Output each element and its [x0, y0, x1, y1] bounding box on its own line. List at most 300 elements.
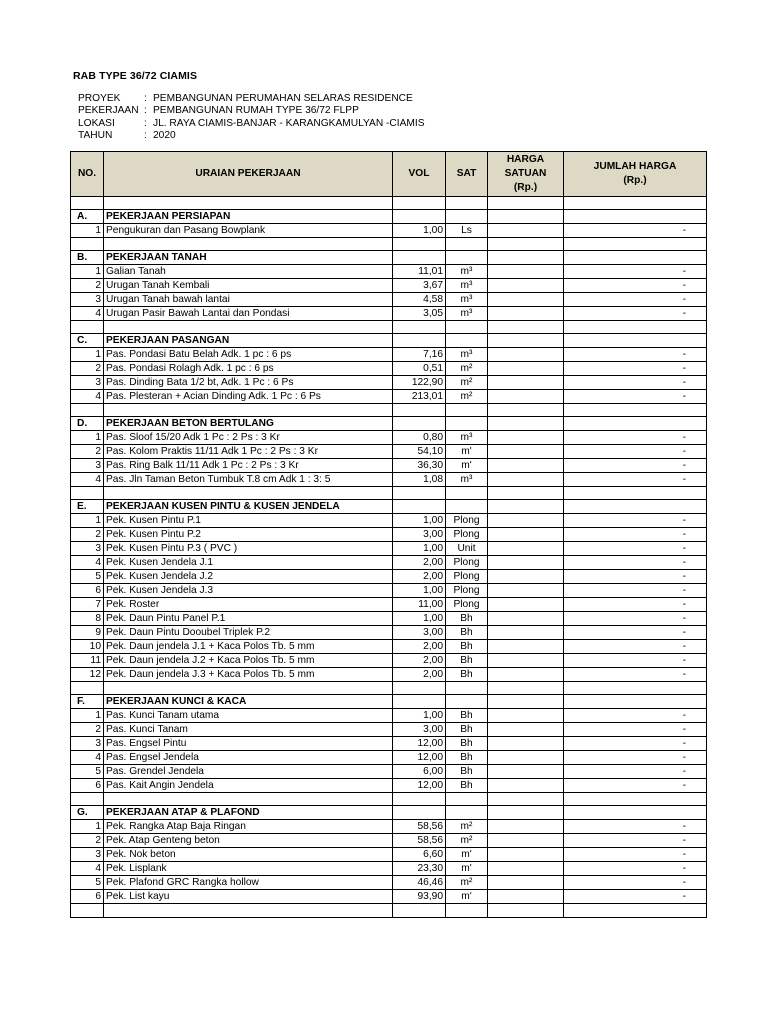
item-unit: m²	[446, 820, 488, 834]
section-header-row	[71, 417, 707, 431]
item-volume: 3,00	[393, 723, 446, 737]
item-unit-price	[488, 862, 564, 876]
item-unit: Plong	[446, 584, 488, 598]
item-description: Pas. Kunci Tanam utama	[104, 709, 393, 723]
item-number: 3	[71, 293, 104, 307]
table-row	[71, 751, 707, 765]
empty-cell	[393, 238, 446, 251]
item-volume: 2,00	[393, 556, 446, 570]
item-number: 5	[71, 876, 104, 890]
item-number: 2	[71, 834, 104, 848]
item-description: Pek. Atap Genteng beton	[104, 834, 393, 848]
item-unit-price	[488, 668, 564, 682]
project-meta	[78, 93, 425, 143]
item-volume: 1,08	[393, 473, 446, 487]
item-unit: Bh	[446, 640, 488, 654]
item-description: Pek. Kusen Pintu P.3 ( PVC )	[104, 542, 393, 556]
item-unit: m'	[446, 459, 488, 473]
empty-cell	[564, 321, 707, 334]
item-total-price: -	[564, 224, 707, 238]
item-unit-price	[488, 307, 564, 321]
item-unit-price	[488, 598, 564, 612]
table-row	[71, 640, 707, 654]
item-description: Pas. Grendel Jendela	[104, 765, 393, 779]
meta-row-proyek	[78, 93, 425, 105]
empty-cell	[393, 417, 446, 431]
empty-cell	[393, 321, 446, 334]
empty-cell	[488, 695, 564, 709]
empty-cell	[71, 793, 104, 806]
table-row	[71, 459, 707, 473]
item-description: Pek. Daun jendela J.1 + Kaca Polos Tb. 5 mm	[104, 640, 393, 654]
item-unit-price	[488, 390, 564, 404]
empty-cell	[564, 404, 707, 417]
item-unit-price	[488, 834, 564, 848]
item-total-price: -	[564, 528, 707, 542]
section-header-row	[71, 334, 707, 348]
item-description: Pek. Kusen Pintu P.1	[104, 514, 393, 528]
item-number: 1	[71, 224, 104, 238]
header-no: NO.	[71, 152, 104, 197]
item-unit-price	[488, 876, 564, 890]
item-unit: m³	[446, 473, 488, 487]
item-description: Pas. Engsel Pintu	[104, 737, 393, 751]
table-row	[71, 556, 707, 570]
empty-cell	[71, 321, 104, 334]
item-description: Pek. List kayu	[104, 890, 393, 904]
item-volume: 23,30	[393, 862, 446, 876]
empty-cell	[446, 500, 488, 514]
section-title: PEKERJAAN KUNCI & KACA	[104, 695, 393, 709]
item-unit: m²	[446, 376, 488, 390]
meta-row-pekerjaan	[78, 105, 425, 117]
table-row	[71, 390, 707, 404]
item-number: 7	[71, 598, 104, 612]
item-unit: Plong	[446, 514, 488, 528]
meta-value: 2020	[153, 130, 176, 142]
empty-cell	[488, 500, 564, 514]
item-volume: 4,58	[393, 293, 446, 307]
item-volume: 1,00	[393, 514, 446, 528]
item-total-price: -	[564, 570, 707, 584]
spacer-row	[71, 404, 707, 417]
empty-cell	[564, 487, 707, 500]
section-code: C.	[71, 334, 104, 348]
item-total-price: -	[564, 265, 707, 279]
table-row	[71, 834, 707, 848]
empty-cell	[488, 487, 564, 500]
header-harga-line: HARGA	[506, 154, 545, 165]
item-unit: Bh	[446, 654, 488, 668]
item-number: 9	[71, 626, 104, 640]
item-number: 4	[71, 862, 104, 876]
empty-cell	[446, 238, 488, 251]
item-number: 4	[71, 473, 104, 487]
section-code: D.	[71, 417, 104, 431]
empty-cell	[104, 404, 393, 417]
item-number: 3	[71, 542, 104, 556]
item-total-price: -	[564, 654, 707, 668]
item-number: 3	[71, 459, 104, 473]
item-total-price: -	[564, 279, 707, 293]
item-unit: Plong	[446, 556, 488, 570]
item-volume: 12,00	[393, 779, 446, 793]
table-row	[71, 279, 707, 293]
item-number: 4	[71, 751, 104, 765]
item-total-price: -	[564, 307, 707, 321]
meta-value: PEMBANGUNAN RUMAH TYPE 36/72 FLPP	[153, 105, 359, 117]
empty-cell	[446, 806, 488, 820]
item-unit-price	[488, 848, 564, 862]
section-header-row	[71, 210, 707, 224]
section-title: PEKERJAAN BETON BERTULANG	[104, 417, 393, 431]
item-unit: Bh	[446, 709, 488, 723]
empty-cell	[104, 321, 393, 334]
section-code: B.	[71, 251, 104, 265]
empty-cell	[393, 404, 446, 417]
header-harga-satuan	[488, 152, 564, 197]
item-volume: 11,00	[393, 598, 446, 612]
empty-cell	[104, 682, 393, 695]
item-total-price: -	[564, 473, 707, 487]
item-unit: m'	[446, 862, 488, 876]
item-unit-price	[488, 737, 564, 751]
section-code: G.	[71, 806, 104, 820]
empty-cell	[104, 793, 393, 806]
section-header-row	[71, 251, 707, 265]
item-number: 3	[71, 848, 104, 862]
item-total-price: -	[564, 514, 707, 528]
item-description: Pas. Ring Balk 11/11 Adk 1 Pc : 2 Ps : 3 Kr	[104, 459, 393, 473]
empty-cell	[446, 487, 488, 500]
item-description: Pas. Kolom Praktis 11/11 Adk 1 Pc : 2 Ps : 3 Kr	[104, 445, 393, 459]
table-row	[71, 570, 707, 584]
item-unit: Plong	[446, 598, 488, 612]
item-unit-price	[488, 265, 564, 279]
meta-key: TAHUN	[78, 130, 113, 142]
section-title: PEKERJAAN TANAH	[104, 251, 393, 265]
item-volume: 6,00	[393, 765, 446, 779]
item-description: Pek. Daun jendela J.3 + Kaca Polos Tb. 5 mm	[104, 668, 393, 682]
spacer-row	[71, 793, 707, 806]
item-description: Pek. Rangka Atap Baja Ringan	[104, 820, 393, 834]
item-number: 3	[71, 737, 104, 751]
item-unit-price	[488, 751, 564, 765]
item-description: Pek. Kusen Jendela J.1	[104, 556, 393, 570]
empty-cell	[564, 251, 707, 265]
item-unit-price	[488, 584, 564, 598]
rab-table	[70, 151, 707, 918]
item-volume: 2,00	[393, 640, 446, 654]
item-unit: m³	[446, 279, 488, 293]
section-code: A.	[71, 210, 104, 224]
table-row	[71, 473, 707, 487]
meta-value: JL. RAYA CIAMIS-BANJAR - KARANGKAMULYAN -CIAMIS	[153, 117, 425, 129]
table-row	[71, 654, 707, 668]
empty-cell	[393, 806, 446, 820]
empty-cell	[71, 197, 104, 210]
header-harga-line: (Rp.)	[513, 182, 538, 193]
item-total-price: -	[564, 612, 707, 626]
document-title: RAB TYPE 36/72 CIAMIS	[73, 70, 198, 82]
empty-cell	[393, 682, 446, 695]
item-volume: 2,00	[393, 570, 446, 584]
item-volume: 54,10	[393, 445, 446, 459]
item-description: Urugan Tanah bawah lantai	[104, 293, 393, 307]
spacer-row	[71, 487, 707, 500]
item-total-price: -	[564, 445, 707, 459]
item-total-price: -	[564, 348, 707, 362]
item-unit: Bh	[446, 723, 488, 737]
section-title: PEKERJAAN KUSEN PINTU & KUSEN JENDELA	[104, 500, 393, 514]
table-body	[71, 197, 707, 918]
empty-cell	[488, 238, 564, 251]
empty-cell	[446, 334, 488, 348]
header-sat: SAT	[446, 152, 488, 197]
empty-cell	[446, 417, 488, 431]
item-description: Pas. Pondasi Batu Belah Adk. 1 pc : 6 ps	[104, 348, 393, 362]
item-description: Pas. Dinding Bata 1/2 bt, Adk. 1 Pc : 6 Ps	[104, 376, 393, 390]
item-number: 11	[71, 654, 104, 668]
item-unit-price	[488, 348, 564, 362]
section-code: F.	[71, 695, 104, 709]
item-volume: 1,00	[393, 584, 446, 598]
item-total-price: -	[564, 876, 707, 890]
meta-row-lokasi	[78, 118, 425, 130]
item-volume: 36,30	[393, 459, 446, 473]
item-unit-price	[488, 293, 564, 307]
table-row	[71, 431, 707, 445]
empty-cell	[446, 904, 488, 918]
empty-cell	[564, 806, 707, 820]
item-total-price: -	[564, 431, 707, 445]
item-unit: m³	[446, 265, 488, 279]
empty-cell	[564, 682, 707, 695]
item-number: 2	[71, 279, 104, 293]
item-volume: 2,00	[393, 668, 446, 682]
item-unit: Bh	[446, 612, 488, 626]
item-unit: Bh	[446, 668, 488, 682]
item-number: 1	[71, 709, 104, 723]
spacer-row	[71, 904, 707, 918]
item-volume: 3,00	[393, 626, 446, 640]
item-volume: 213,01	[393, 390, 446, 404]
item-description: Galian Tanah	[104, 265, 393, 279]
item-unit: Bh	[446, 765, 488, 779]
spacer-row	[71, 321, 707, 334]
item-total-price: -	[564, 598, 707, 612]
item-number: 2	[71, 445, 104, 459]
item-unit-price	[488, 765, 564, 779]
item-total-price: -	[564, 834, 707, 848]
table-row	[71, 265, 707, 279]
item-description: Pas. Pondasi Rolagh Adk. 1 pc : 6 ps	[104, 362, 393, 376]
item-total-price: -	[564, 584, 707, 598]
item-unit-price	[488, 626, 564, 640]
item-unit: m²	[446, 362, 488, 376]
item-total-price: -	[564, 751, 707, 765]
section-code: E.	[71, 500, 104, 514]
table-row	[71, 848, 707, 862]
item-volume: 58,56	[393, 820, 446, 834]
item-unit-price	[488, 542, 564, 556]
empty-cell	[488, 806, 564, 820]
item-unit: m³	[446, 307, 488, 321]
section-header-row	[71, 695, 707, 709]
table-row	[71, 528, 707, 542]
table-row	[71, 445, 707, 459]
item-total-price: -	[564, 362, 707, 376]
item-unit: Ls	[446, 224, 488, 238]
item-unit-price	[488, 279, 564, 293]
empty-cell	[564, 210, 707, 224]
item-volume: 12,00	[393, 737, 446, 751]
empty-cell	[446, 210, 488, 224]
item-volume: 3,05	[393, 307, 446, 321]
item-number: 1	[71, 348, 104, 362]
table-row	[71, 890, 707, 904]
empty-cell	[564, 417, 707, 431]
empty-cell	[488, 682, 564, 695]
item-description: Pek. Daun jendela J.2 + Kaca Polos Tb. 5 mm	[104, 654, 393, 668]
item-description: Pas. Kait Angin Jendela	[104, 779, 393, 793]
item-unit: m³	[446, 293, 488, 307]
item-number: 2	[71, 528, 104, 542]
table-row	[71, 348, 707, 362]
table-row	[71, 598, 707, 612]
item-number: 4	[71, 307, 104, 321]
table-row	[71, 542, 707, 556]
item-volume: 93,90	[393, 890, 446, 904]
table-row	[71, 779, 707, 793]
table-row	[71, 737, 707, 751]
empty-cell	[564, 695, 707, 709]
item-volume: 1,00	[393, 709, 446, 723]
item-total-price: -	[564, 556, 707, 570]
item-description: Pek. Daun Pintu Panel P.1	[104, 612, 393, 626]
item-unit-price	[488, 612, 564, 626]
empty-cell	[446, 404, 488, 417]
empty-cell	[488, 404, 564, 417]
empty-cell	[393, 695, 446, 709]
table-row	[71, 723, 707, 737]
item-volume: 1,00	[393, 542, 446, 556]
item-volume: 3,00	[393, 528, 446, 542]
section-title: PEKERJAAN PERSIAPAN	[104, 210, 393, 224]
item-total-price: -	[564, 848, 707, 862]
item-description: Pek. Kusen Pintu P.2	[104, 528, 393, 542]
item-number: 4	[71, 390, 104, 404]
item-unit-price	[488, 528, 564, 542]
item-unit-price	[488, 779, 564, 793]
item-description: Pas. Jln Taman Beton Tumbuk T.8 cm Adk 1 : 3: 5	[104, 473, 393, 487]
empty-cell	[393, 793, 446, 806]
empty-cell	[446, 695, 488, 709]
empty-cell	[393, 500, 446, 514]
table-row	[71, 307, 707, 321]
empty-cell	[488, 321, 564, 334]
item-number: 5	[71, 570, 104, 584]
item-unit: Bh	[446, 626, 488, 640]
item-total-price: -	[564, 542, 707, 556]
item-unit-price	[488, 376, 564, 390]
item-unit: Bh	[446, 779, 488, 793]
table-header-row	[71, 152, 707, 197]
item-volume: 0,80	[393, 431, 446, 445]
item-unit-price	[488, 473, 564, 487]
meta-key: PEKERJAAN	[78, 105, 139, 117]
empty-cell	[71, 904, 104, 918]
empty-cell	[71, 682, 104, 695]
item-unit-price	[488, 890, 564, 904]
meta-row-tahun	[78, 130, 425, 142]
empty-cell	[446, 321, 488, 334]
item-volume: 1,00	[393, 612, 446, 626]
item-unit-price	[488, 709, 564, 723]
empty-cell	[393, 251, 446, 265]
item-total-price: -	[564, 890, 707, 904]
item-total-price: -	[564, 376, 707, 390]
item-volume: 1,00	[393, 224, 446, 238]
item-total-price: -	[564, 293, 707, 307]
table-row	[71, 668, 707, 682]
item-unit-price	[488, 654, 564, 668]
section-header-row	[71, 500, 707, 514]
item-description: Urugan Tanah Kembali	[104, 279, 393, 293]
item-unit: m²	[446, 390, 488, 404]
item-total-price: -	[564, 737, 707, 751]
item-number: 5	[71, 765, 104, 779]
table-row	[71, 514, 707, 528]
item-unit-price	[488, 820, 564, 834]
empty-cell	[564, 904, 707, 918]
item-number: 4	[71, 556, 104, 570]
item-description: Pek. Plafond GRC Rangka hollow	[104, 876, 393, 890]
item-total-price: -	[564, 779, 707, 793]
item-unit-price	[488, 459, 564, 473]
meta-value: PEMBANGUNAN PERUMAHAN SELARAS RESIDENCE	[153, 93, 413, 104]
item-volume: 3,67	[393, 279, 446, 293]
item-unit-price	[488, 514, 564, 528]
table-row	[71, 862, 707, 876]
item-unit: m³	[446, 348, 488, 362]
header-jumlah-line: JUMLAH HARGA	[593, 161, 677, 172]
empty-cell	[71, 487, 104, 500]
item-volume: 122,90	[393, 376, 446, 390]
item-description: Pas. Engsel Jendela	[104, 751, 393, 765]
item-description: Pek. Kusen Jendela J.3	[104, 584, 393, 598]
table-row	[71, 362, 707, 376]
item-description: Pas. Plesteran + Acian Dinding Adk. 1 Pc : 6 Ps	[104, 390, 393, 404]
empty-cell	[393, 334, 446, 348]
item-total-price: -	[564, 459, 707, 473]
item-number: 12	[71, 668, 104, 682]
table-row	[71, 876, 707, 890]
empty-cell	[104, 238, 393, 251]
empty-cell	[446, 197, 488, 210]
item-number: 6	[71, 584, 104, 598]
spacer-row	[71, 197, 707, 210]
empty-cell	[488, 417, 564, 431]
spacer-row	[71, 238, 707, 251]
item-number: 1	[71, 820, 104, 834]
empty-cell	[71, 238, 104, 251]
item-unit: m'	[446, 445, 488, 459]
item-number: 2	[71, 723, 104, 737]
table-row	[71, 765, 707, 779]
item-unit-price	[488, 431, 564, 445]
item-volume: 7,16	[393, 348, 446, 362]
